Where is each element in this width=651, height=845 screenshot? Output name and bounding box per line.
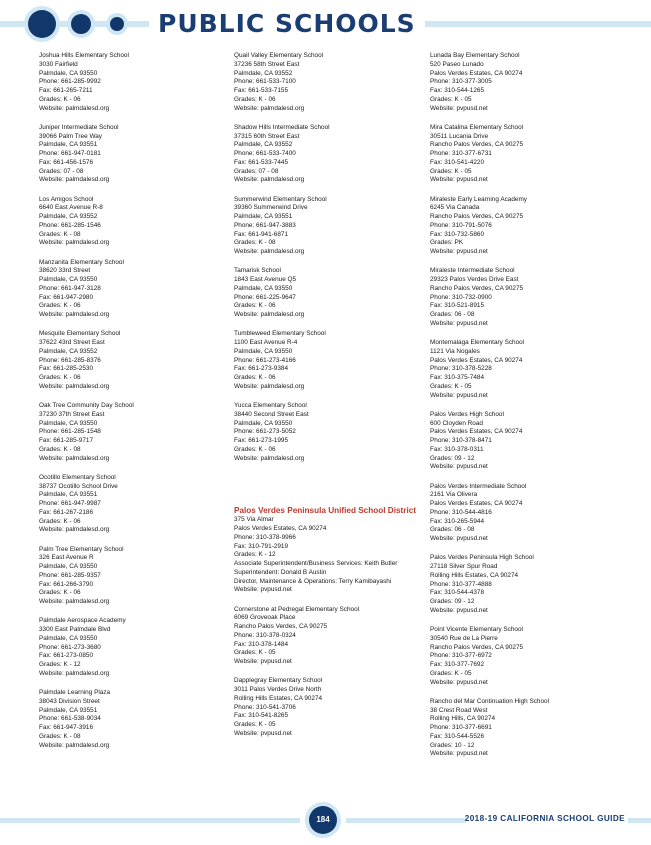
school-detail-line: Grades: 09 - 12 [430,454,475,462]
school-detail-line: Fax: 310-732-5860 [430,230,485,238]
district-entry [234,516,424,595]
footer-rule-end [628,818,651,823]
school-detail-line: Palmdale, CA 93550 [39,69,98,77]
school-detail-line: Phone: 661-273-4166 [234,356,296,364]
school-detail-line: Phone: 661-285-8376 [39,356,101,364]
school-detail-line: Phone: 310-377-6731 [430,150,492,157]
school-entry [430,626,620,687]
school-detail-line: Palmdale, CA 93550 [39,563,98,570]
school-name: 375 Via Almar [234,516,274,524]
school-detail-line: Fax: 310-378-0311 [430,445,484,453]
school-name: Cornerstone at Pedregal Elementary School [234,605,360,613]
school-detail-line: Associate Superintendent/Business Services: Keith Butler [234,560,398,567]
school-detail-line: 30540 Rue de La Pierre [430,634,498,642]
school-name: Summerwind Elementary School [234,195,327,203]
school-entry [39,402,229,463]
school-detail-line: Grades: K - 12 [234,551,276,559]
school-detail-line: 39066 Palm Tree Way [39,132,102,140]
school-entry [430,698,620,759]
school-entry [39,330,229,391]
school-detail-line: Website: palmdalesd.org [234,454,305,462]
school-detail-line: Fax: 661-273-1995 [234,437,289,444]
school-detail-line: 37315 60th Street East [234,132,300,140]
school-entry [430,411,620,472]
school-detail-line: 600 Cloyden Road [430,419,483,427]
school-detail-line: Fax: 310-375-7484 [430,374,485,381]
school-detail-line: Fax: 661-285-9717 [39,437,94,444]
school-detail-line: Phone: 310-541-3706 [234,703,296,711]
school-detail-line: Rancho Palos Verdes, CA 90275 [430,141,524,149]
school-detail-line: Grades: K - 08 [39,445,81,453]
school-detail-line: Website: pvpusd.net [430,391,488,399]
school-detail-line: Website: palmdalesd.org [234,248,305,255]
school-detail-line: Fax: 310-544-5526 [430,732,485,740]
school-detail-line: Website: pvpusd.net [430,176,488,184]
school-detail-line: Grades: 07 - 08 [234,167,279,175]
school-name: Quail Valley Elementary School [234,52,324,59]
header-dot-small [110,17,124,31]
school-detail-line: Grades: 06 - 08 [430,311,475,318]
school-detail-line: Website: pvpusd.net [430,535,488,542]
school-detail-line: Website: pvpusd.net [234,658,292,665]
school-detail-line: Website: palmdalesd.org [234,382,305,390]
school-detail-line: 326 East Avenue R [39,554,94,562]
school-detail-line: Fax: 661-947-3916 [39,724,94,731]
school-entry [39,259,229,320]
school-detail-line: Superintendent: Donald B Austin [234,568,327,576]
school-detail-line: Grades: K - 05 [430,669,472,677]
school-detail-line: Phone: 661-947-3128 [39,284,101,292]
school-detail-line: Fax: 661-285-2530 [39,365,94,373]
school-detail-line: Grades: PK [430,239,464,247]
school-detail-line: Fax: 310-521-8915 [430,302,485,310]
school-detail-line: Website: palmdalesd.org [39,104,110,112]
school-detail-line: Grades: 09 - 12 [430,598,475,605]
school-detail-line: Website: palmdalesd.org [39,598,110,605]
school-detail-line: Phone: 661-947-3883 [234,221,296,229]
school-detail-line: 39360 Summerwind Drive [234,204,308,212]
school-detail-line: 6069 Groveoak Place [234,614,296,622]
school-entry [234,196,424,257]
school-detail-line: Director, Maintenance & Operations: Terry Kamibayashi [234,577,392,585]
school-detail-line: Phone: 310-377-6691 [430,724,492,731]
school-detail-line: 38620 33rd Street [39,267,91,275]
school-detail-line: Grades: 06 - 08 [430,526,475,534]
school-detail-line: 6245 Via Canada [430,204,480,212]
school-name: Joshua Hills Elementary School [39,52,129,59]
school-detail-line: Phone: 310-378-8471 [430,437,492,444]
school-detail-line: Grades: K - 06 [39,589,81,597]
school-detail-line: Grades: K - 12 [39,661,81,668]
school-detail-line: Palos Verdes Estates, CA 90274 [430,69,523,77]
school-detail-line: Palos Verdes Estates, CA 90274 [430,428,523,436]
school-name: Palos Verdes High School [430,410,504,418]
school-entry [39,124,229,185]
school-entry [234,124,424,185]
school-detail-line: 3300 East Palmdale Blvd [39,626,111,633]
school-entry [234,606,424,667]
school-detail-line: Fax: 310-791-2919 [234,542,289,550]
school-entry [39,546,229,607]
school-name: Tumbleweed Elementary School [234,330,326,338]
school-detail-line: Grades: K - 06 [234,445,276,453]
school-detail-line: Website: palmdalesd.org [234,311,305,318]
header-dot-medium [71,14,91,34]
school-detail-line: Palmdale, CA 93552 [39,347,98,355]
page-header [0,0,651,48]
footer-rule-left [0,818,300,823]
school-detail-line: Palmdale, CA 93551 [234,213,293,220]
school-detail-line: Phone: 310-377-6972 [430,652,492,660]
school-detail-line: Website: palmdalesd.org [39,669,110,677]
school-entry [430,339,620,400]
school-detail-line: Rolling Hills, CA 90274 [430,715,496,723]
school-entry [39,617,229,678]
school-entry [430,267,620,328]
directory-column-2 [234,52,424,749]
school-detail-line: Fax: 310-378-1484 [234,640,289,648]
school-detail-line: Grades: K - 05 [234,721,276,728]
school-detail-line: Palmdale, CA 93552 [39,213,98,220]
school-detail-line: Website: pvpusd.net [234,729,292,737]
school-detail-line: Fax: 310-544-1265 [430,87,485,94]
school-name: Yucca Elementary School [234,402,307,409]
school-detail-line: Palmdale, CA 93551 [39,706,98,714]
school-detail-line: Palmdale, CA 93551 [39,141,98,149]
footer-rule-right [346,818,466,823]
school-detail-line: Grades: K - 05 [430,95,472,103]
school-entry [234,52,424,113]
school-detail-line: Grades: K - 06 [234,374,276,381]
school-detail-line: Fax: 661-265-7211 [39,87,93,94]
school-detail-line: Palmdale, CA 93550 [234,419,293,427]
school-name: Palmdale Aerospace Academy [39,617,126,625]
district-heading: Palos Verdes Peninsula Unified School District [234,506,416,516]
school-detail-line: Website: pvpusd.net [430,750,488,758]
school-detail-line: Website: pvpusd.net [234,586,292,594]
school-detail-line: Phone: 661-947-0181 [39,150,101,157]
school-detail-line: Website: palmdalesd.org [39,176,110,184]
school-detail-line: Rancho Palos Verdes, CA 90275 [430,643,524,651]
school-name: Tamarisk School [234,267,281,275]
school-detail-line: Palmdale, CA 93550 [39,276,98,283]
school-detail-line: 6640 East Avenue R-8 [39,204,103,212]
school-detail-line: 37230 37th Street East [39,410,105,418]
school-detail-line: Rancho Palos Verdes, CA 90275 [430,284,524,292]
school-detail-line: Phone: 661-273-5052 [234,428,296,436]
school-entry [39,689,229,750]
school-detail-line: Grades: K - 05 [430,167,472,175]
school-detail-line: Phone: 661-285-9992 [39,78,101,86]
school-detail-line: Fax: 310-541-8265 [234,712,289,720]
school-detail-line: Palos Verdes Estates, CA 90274 [430,356,523,364]
school-entry [234,402,424,463]
school-detail-line: Fax: 661-273-0850 [39,652,94,660]
school-detail-line: 38737 Ocotillo School Drive [39,482,118,490]
school-detail-line: Website: pvpusd.net [430,678,488,686]
school-detail-line: Website: palmdalesd.org [39,454,110,462]
school-detail-line: Website: palmdalesd.org [39,311,110,318]
school-detail-line: Grades: K - 06 [234,302,276,310]
school-detail-line: Grades: K - 08 [39,230,81,238]
school-detail-line: Fax: 661-533-7155 [234,87,289,94]
school-name: Juniper Intermediate School [39,123,119,131]
directory-column-3 [430,52,620,770]
school-detail-line: 38043 Division Street [39,697,100,705]
school-detail-line: Website: palmdalesd.org [39,526,110,534]
school-detail-line: Fax: 310-541-4220 [430,158,485,166]
school-detail-line: 1121 Via Nogales [430,347,480,355]
school-name: Mira Catalina Elementary School [430,123,524,131]
school-detail-line: Rolling Hills Estates, CA 90274 [234,694,323,702]
school-name: Palm Tree Elementary School [39,545,124,553]
school-detail-line: Website: pvpusd.net [430,606,488,614]
school-detail-line: Phone: 661-285-1546 [39,221,101,229]
school-detail-line: Phone: 661-273-3680 [39,643,101,651]
school-entry [39,196,229,249]
school-detail-line: Fax: 310-377-7692 [430,661,485,668]
school-name: Dapplegray Elementary School [234,677,323,685]
school-name: Rancho del Mar Continuation High School [430,697,550,705]
school-detail-line: Fax: 661-947-2980 [39,293,94,301]
school-detail-line: Rancho Palos Verdes, CA 90275 [234,623,328,630]
school-detail-line: Website: palmdalesd.org [39,382,110,390]
school-name: Palmdale Learning Plaza [39,689,111,696]
school-name: Miraleste Early Learning Academy [430,195,527,203]
school-detail-line: Palmdale, CA 93550 [234,284,293,292]
school-detail-line: Grades: K - 06 [39,302,81,310]
school-detail-line: Fax: 661-273-9384 [234,365,289,373]
school-name: Montemalaga Elementary School [430,339,525,346]
school-detail-line: Phone: 661-533-7100 [234,78,296,86]
school-detail-line: 1843 East Avenue Q5 [234,276,297,283]
school-detail-line: Website: pvpusd.net [430,463,488,471]
school-detail-line: Grades: 07 - 08 [39,167,84,175]
school-entry [430,196,620,257]
school-detail-line: Palmdale, CA 93550 [39,419,98,427]
school-name: Los Amigos School [39,195,94,203]
directory-column-1 [39,52,229,761]
school-detail-line: 37622 43rd Street East [39,339,105,346]
school-detail-line: Rancho Palos Verdes, CA 90275 [430,213,524,220]
school-entry [234,267,424,320]
school-detail-line: Palmdale, CA 93552 [234,69,293,77]
school-detail-line: Website: palmdalesd.org [234,104,305,112]
school-detail-line: Website: palmdalesd.org [234,176,305,184]
school-detail-line: 3030 Fairfield [39,60,78,68]
school-detail-line: Rolling Hills Estates, CA 90274 [430,571,519,579]
school-detail-line: Palmdale, CA 93551 [39,491,98,499]
school-detail-line: Grades: 10 - 12 [430,741,475,749]
school-detail-line: Phone: 310-544-4816 [430,508,492,516]
school-detail-line: Palmdale, CA 93550 [39,634,98,642]
school-detail-line: Fax: 661-267-2186 [39,508,94,516]
school-detail-line: Grades: K - 06 [39,374,81,381]
school-detail-line: Phone: 661-285-9357 [39,571,101,579]
school-entry [39,474,229,535]
school-detail-line: Website: pvpusd.net [430,319,488,327]
school-detail-line: 27118 Silver Spur Road [430,563,498,570]
school-detail-line: 29323 Palos Verdes Drive East [430,276,519,283]
school-detail-line: Phone: 661-947-9987 [39,500,101,507]
school-entry [430,124,620,185]
school-detail-line: Grades: K - 06 [39,95,81,103]
school-detail-line: Fax: 310-544-4378 [430,589,485,597]
school-detail-line: Grades: K - 08 [234,239,276,247]
school-name: Ocotillo Elementary School [39,473,116,481]
school-entry [234,677,424,738]
school-detail-line: Phone: 310-377-4888 [430,580,492,588]
school-name: Mesquite Elementary School [39,330,121,338]
school-detail-line: Grades: K - 08 [39,732,81,740]
school-detail-line: Website: pvpusd.net [430,104,488,112]
school-detail-line: Fax: 661-533-7445 [234,158,289,166]
school-detail-line: Phone: 661-285-1548 [39,428,101,436]
school-detail-line: 1100 East Avenue R-4 [234,339,298,346]
school-name: Oak Tree Community Day School [39,402,134,409]
page-title: PUBLIC SCHOOLS [149,9,425,39]
school-entry [39,52,229,113]
school-detail-line: Phone: 310-377-3005 [430,78,492,86]
school-name: Lunada Bay Elementary School [430,52,520,59]
school-detail-line: Palos Verdes Estates, CA 90274 [430,500,523,507]
school-detail-line: Grades: K - 05 [430,382,472,390]
school-detail-line: Fax: 661-456-1576 [39,158,94,166]
school-detail-line: 38 Crest Road West [430,706,488,714]
school-name: Palos Verdes Intermediate School [430,482,527,490]
school-name: Manzanita Elementary School [39,258,124,266]
school-detail-line: Phone: 661-538-9034 [39,715,101,723]
school-detail-line: Phone: 310-378-5228 [430,365,492,373]
school-detail-line: 37236 58th Street East [234,60,300,68]
school-detail-line: Palmdale, CA 93552 [234,141,293,149]
school-detail-line: 38440 Second Street East [234,410,309,418]
school-detail-line: 520 Paseo Lunado [430,60,484,68]
school-detail-line: Fax: 661-941-6871 [234,230,289,238]
school-detail-line: Phone: 310-378-0324 [234,631,296,639]
school-detail-line: 2161 Via Olivera [430,491,478,499]
school-detail-line: Phone: 310-732-0900 [430,293,492,301]
school-name: Point Vicente Elementary School [430,626,523,633]
school-detail-line: Phone: 310-791-5076 [430,221,492,229]
school-detail-line: Phone: 310-378-9966 [234,533,296,541]
school-detail-line: Website: palmdalesd.org [39,239,110,247]
school-name: Shadow Hills Intermediate School [234,123,330,131]
guide-title: 2018-19 CALIFORNIA SCHOOL GUIDE [464,814,625,823]
school-detail-line: Palmdale, CA 93550 [234,347,293,355]
school-name: Miraleste Intermediate School [430,267,515,275]
school-detail-line: Phone: 661-225-9647 [234,293,296,301]
school-detail-line: Grades: K - 06 [39,517,81,525]
school-detail-line: Grades: K - 05 [234,649,276,657]
header-dot-large [28,10,56,38]
school-detail-line: Website: palmdalesd.org [39,741,110,749]
school-name: Palos Verdes Peninsula High School [430,554,534,562]
school-entry [430,52,620,113]
school-entry [430,483,620,544]
school-entry [234,330,424,391]
school-detail-line: Grades: K - 06 [234,95,276,103]
school-detail-line: Fax: 661-266-3790 [39,580,94,588]
school-detail-line: Fax: 310-265-5944 [430,517,485,525]
school-entry [430,554,620,615]
school-detail-line: Phone: 661-533-7400 [234,150,296,157]
page-number-badge: 184 [309,806,337,834]
school-detail-line: Website: pvpusd.net [430,248,488,255]
school-detail-line: 30511 Lucania Drive [430,132,489,140]
school-detail-line: 3011 Palos Verdes Drive North [234,686,322,693]
school-detail-line: Palos Verdes Estates, CA 90274 [234,525,327,532]
